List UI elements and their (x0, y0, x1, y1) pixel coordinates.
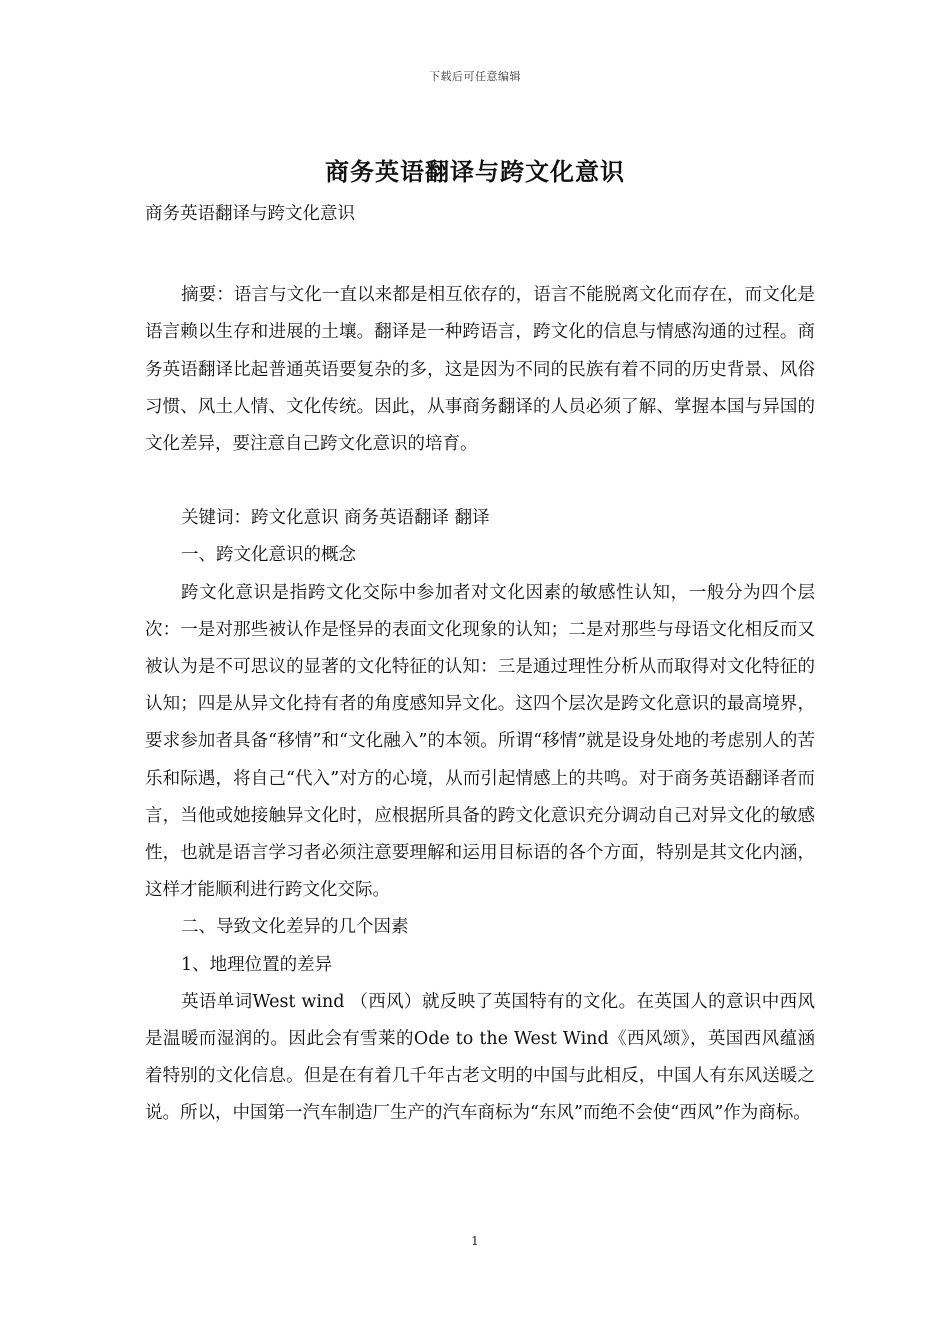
keywords-line: 关键词：跨文化意识 商务英语翻译 翻译 (181, 508, 490, 529)
subsection-heading-1: 1、地理位置的差异 (181, 954, 333, 975)
section-heading-2: 二、导致文化差异的几个因素 (181, 917, 409, 938)
document-subtitle: 商务英语翻译与跨文化意识 (145, 204, 355, 224)
document-body (145, 196, 815, 1133)
abstract-paragraph: 摘要：语言与文化一直以来都是相互依存的，语言不能脱离文化而存在，而文化是语言赖以生存和进展的土壤。翻译是一种跨语言，跨文化的信息与情感沟通的过程。商务英语翻译比起普通英语要复杂的多，这是因为不同的民族有着不同的历史背景、风俗习惯、风土人情、文化传统。因此，从事商务翻译的人员必须了解、掌握本国与异国的文化差异，要注意自己跨文化意识的培育。 (145, 285, 815, 455)
document-title: 商务英语翻译与跨文化意识 (325, 157, 625, 186)
subsection-1-paragraph: 英语单词West wind （西风）就反映了英国特有的文化。在英国人的意识中西风是温暖而湿润的。因此会有雪莱的Ode to the West Wind《西风颂》，英国西风蕴涵着特别的文化信息。但是在有着几千年古老文明的中国与此相反，中国人有东风送暖之说。所以，中国第一汽车制造厂生产的汽车商标为“东风”而绝不会使“西风”作为商标。 (145, 991, 815, 1124)
page-header-note: 下载后可任意编辑 (429, 70, 521, 83)
section-heading-1: 一、跨文化意识的概念 (181, 545, 356, 566)
page-number: 1 (471, 1234, 479, 1248)
spacer (145, 233, 815, 277)
spacer (145, 463, 815, 500)
section-1-paragraph: 跨文化意识是指跨文化交际中参加者对文化因素的敏感性认知，一般分为四个层次：一是对那些被认作是怪异的表面文化现象的认知；二是对那些与母语文化相反而又被认为是不可思议的显著的文化特征的认知：三是通过理性分析从而取得对文化特征的认知；四是从异文化持有者的角度感知异文化。这四个层次是跨文化意识的最高境界，要求参加者具备“移情”和“文化融入”的本领。所谓“移情”就是设身处地的考虑别人的苦乐和际遇，将自己“代入”对方的心境，从而引起情感上的共鸣。对于商务英语翻译者而言，当他或她接触异文化时，应根据所具备的跨文化意识充分调动自己对异文化的敏感性，也就是语言学习者必须注意要理解和运用目标语的各个方面，特别是其文化内涵，这样才能顺利进行跨文化交际。 (145, 582, 815, 901)
